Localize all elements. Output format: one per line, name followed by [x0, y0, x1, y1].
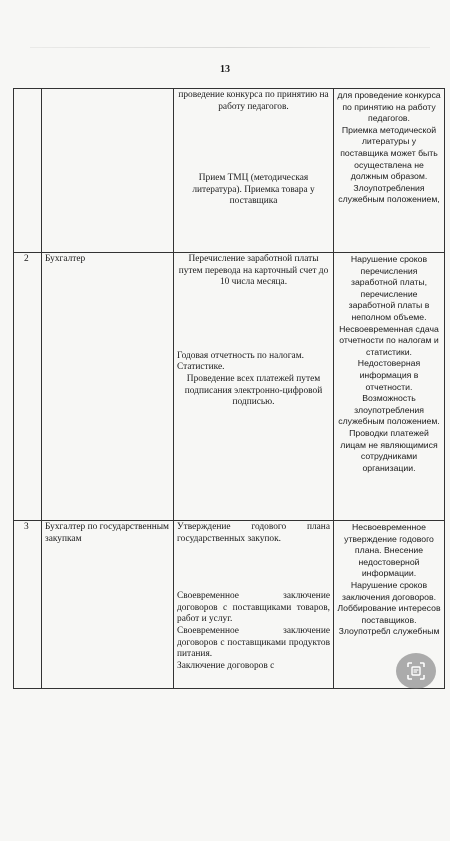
activity-cell	[174, 253, 334, 521]
activity-cell	[174, 89, 334, 253]
document-scan-icon	[406, 661, 426, 681]
activity-text: Перечисление заработной платы путем перевода на карточный счет до 10 числа месяца.	[178, 254, 329, 288]
table-row	[14, 89, 445, 253]
scan-artifact-line	[30, 47, 430, 48]
risk-text: для проведение конкурса по принятию на работу педагогов.	[337, 90, 441, 124]
risk-text: Нарушение сроков заключения договоров.	[342, 579, 436, 602]
document-scan-button[interactable]	[396, 653, 436, 689]
risk-text: Злоупотребл служебным	[338, 626, 440, 637]
table-row	[14, 253, 445, 521]
risk-text: Проводки платежей лицам не являющимися сотрудниками организации.	[340, 427, 438, 473]
activity-text: Прием ТМЦ (методическая литература). Приемка товара у поставщика	[192, 173, 315, 207]
risk-text: Несвоевременная сдача отчетности по налогам и статистики.	[339, 323, 439, 357]
risk-text: Несвоевременное утверждение годового плана. Внесение недостоверной информации.	[344, 522, 434, 579]
row-number: 2	[14, 253, 42, 521]
risk-text: Недостоверная информация в отчетности.	[357, 358, 421, 392]
risk-text: Лоббирование интересов поставщиков.	[337, 603, 441, 625]
activity-text: Заключение договоров с	[177, 660, 275, 671]
row-number	[14, 89, 42, 253]
risk-cell	[334, 89, 445, 253]
position-cell	[42, 89, 174, 253]
page-number: 13	[220, 64, 230, 75]
risk-text: Возможность злоупотребления служебным положением.	[338, 393, 440, 427]
table-row	[14, 521, 445, 689]
activity-text: проведение конкурса по принятию на работу педагогов.	[178, 90, 329, 112]
risk-text: Приемка методической литературы у поставщика может быть осуществлена не должным образом. Злоупотребления служебным положением,	[338, 124, 440, 205]
risk-text: Нарушение сроков перечисления заработной платы, перечисление заработной платы в неполном объеме.	[348, 254, 430, 322]
activity-text: Своевременное заключение договоров с поставщиками продуктов питания.	[177, 625, 330, 660]
activity-text: Утверждение годового плана государственных закупок.	[177, 522, 330, 544]
position-cell: Бухгалтер	[42, 253, 174, 521]
risk-cell	[334, 253, 445, 521]
risk-table	[13, 88, 445, 689]
activity-text: Годовая отчетность по налогам. Статистике.	[177, 350, 304, 373]
activity-text: Проведение всех платежей путем подписания электронно-цифровой подписью.	[184, 373, 323, 408]
activity-cell	[174, 521, 334, 689]
activity-text: Своевременное заключение договоров с поставщиками товаров, работ и услуг.	[177, 591, 330, 625]
row-number: 3	[14, 521, 42, 689]
position-cell: Бухгалтер по государственным закупкам	[42, 521, 174, 689]
